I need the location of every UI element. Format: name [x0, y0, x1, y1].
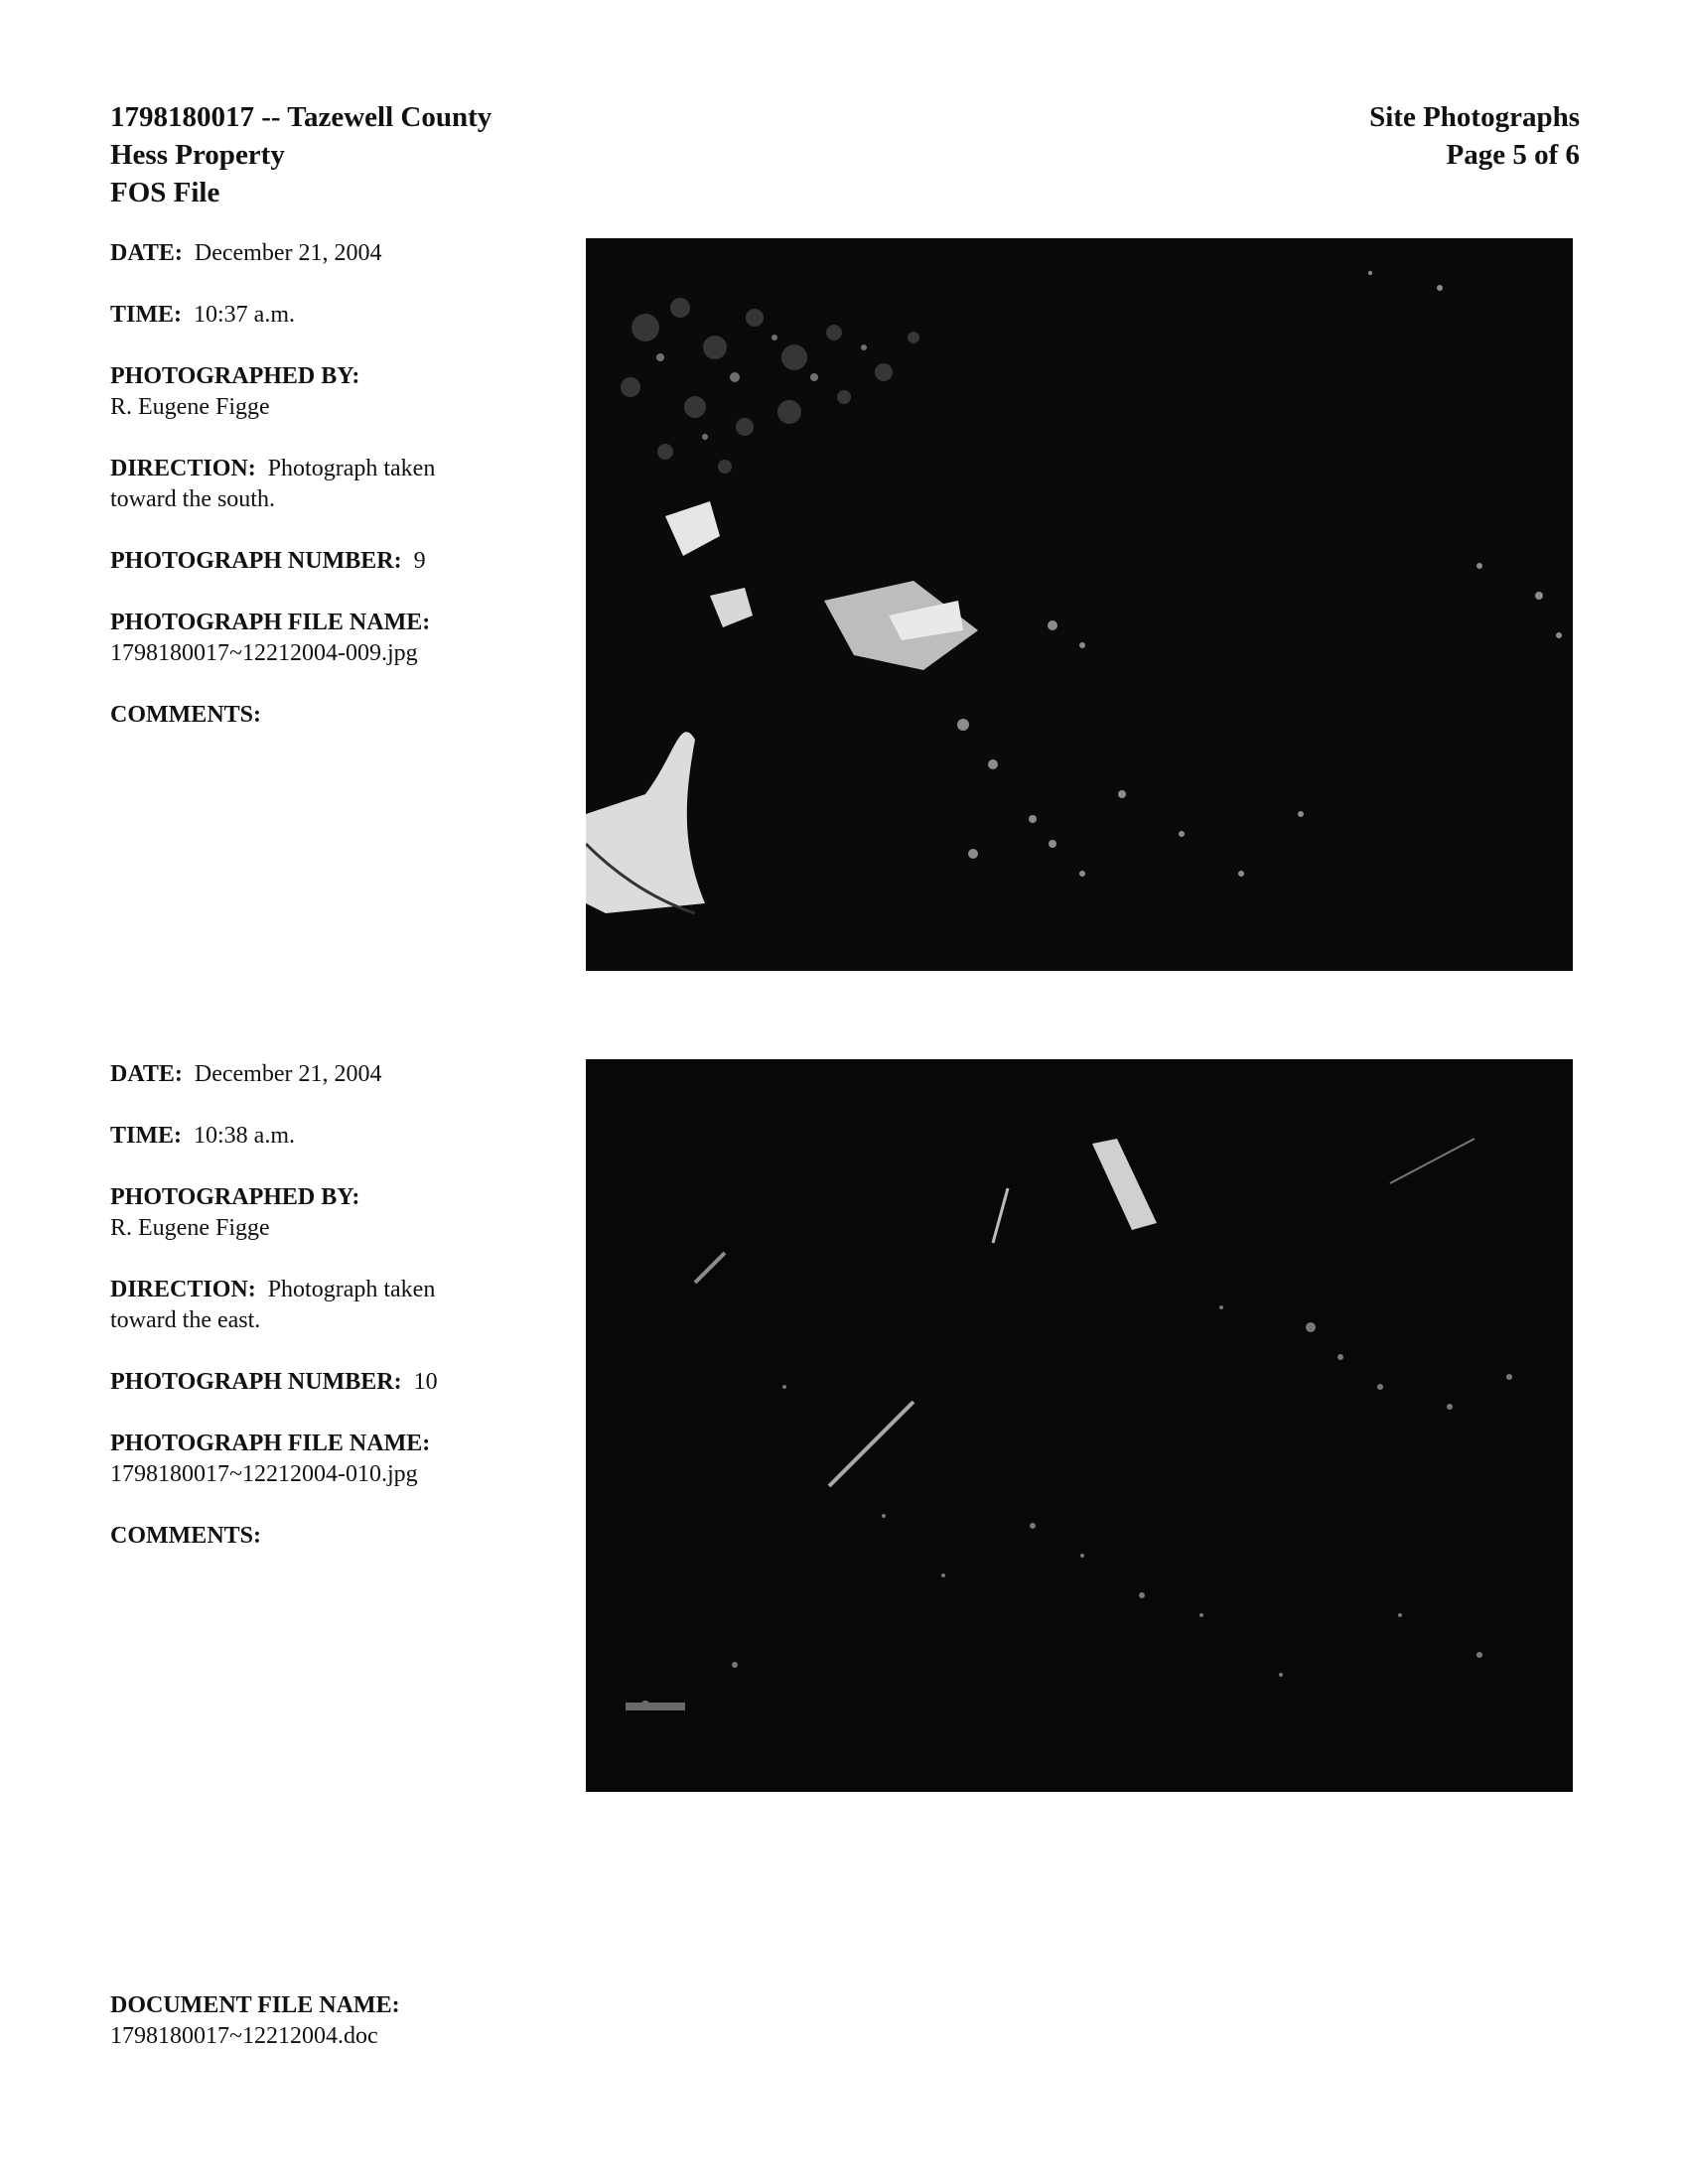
comments-label: COMMENTS: — [110, 702, 261, 728]
photo-number-field — [110, 1367, 527, 1398]
date-label: DATE: — [110, 1061, 183, 1087]
date-value: December 21, 2004 — [194, 1061, 382, 1087]
photo-number-label: PHOTOGRAPH NUMBER: — [110, 1369, 402, 1395]
photo-number-value: 10 — [413, 1369, 438, 1395]
photo-entry-2-details — [110, 1059, 527, 1582]
photographer-field — [110, 1182, 527, 1244]
date-value: December 21, 2004 — [194, 240, 382, 266]
section-title: Site Photographs — [1369, 101, 1580, 133]
direction-value-line1: Photograph taken — [267, 1277, 436, 1302]
document-file-footer — [110, 1990, 400, 2052]
site-photograph-9 — [586, 238, 1573, 971]
photo-file-value: 1798180017~12212004-009.jpg — [110, 640, 418, 666]
photo-file-label: PHOTOGRAPH FILE NAME: — [110, 1431, 431, 1456]
file-type: FOS File — [110, 177, 220, 208]
time-field — [110, 300, 527, 331]
direction-field — [110, 454, 527, 515]
document-header-right — [1369, 98, 1580, 174]
direction-label: DIRECTION: — [110, 456, 256, 481]
photographer-label: PHOTOGRAPHED BY: — [110, 1184, 360, 1210]
document-file-label: DOCUMENT FILE NAME: — [110, 1992, 400, 2018]
photographer-value: R. Eugene Figge — [110, 1215, 270, 1241]
time-label: TIME: — [110, 1123, 182, 1149]
photo-number-value: 9 — [413, 548, 426, 574]
photographer-value: R. Eugene Figge — [110, 394, 270, 420]
time-field — [110, 1121, 527, 1152]
document-file-value: 1798180017~12212004.doc — [110, 2023, 378, 2049]
time-value: 10:38 a.m. — [194, 1123, 295, 1149]
date-label: DATE: — [110, 240, 183, 266]
time-value: 10:37 a.m. — [194, 302, 295, 328]
photo-number-field — [110, 546, 527, 577]
page-number: Page 5 of 6 — [1446, 139, 1580, 171]
photo-file-label: PHOTOGRAPH FILE NAME: — [110, 610, 431, 635]
photo-file-value: 1798180017~12212004-010.jpg — [110, 1461, 418, 1487]
photo-number-label: PHOTOGRAPH NUMBER: — [110, 548, 402, 574]
direction-value-line2: toward the east. — [110, 1307, 261, 1333]
comments-field — [110, 700, 527, 731]
comments-field — [110, 1521, 527, 1552]
direction-label: DIRECTION: — [110, 1277, 256, 1302]
direction-value-line2: toward the south. — [110, 486, 275, 512]
site-photograph-10 — [586, 1059, 1573, 1792]
time-label: TIME: — [110, 302, 182, 328]
site-id-title: 1798180017 -- Tazewell County — [110, 101, 492, 133]
photographer-label: PHOTOGRAPHED BY: — [110, 363, 360, 389]
photographer-field — [110, 361, 527, 423]
photo-entry-1-details — [110, 238, 527, 761]
comments-label: COMMENTS: — [110, 1523, 261, 1549]
document-header-left — [110, 98, 491, 211]
photo-file-field — [110, 608, 527, 669]
direction-value-line1: Photograph taken — [267, 456, 436, 481]
date-field — [110, 238, 527, 269]
photo-file-field — [110, 1429, 527, 1490]
direction-field — [110, 1275, 527, 1336]
date-field — [110, 1059, 527, 1090]
property-name: Hess Property — [110, 139, 285, 171]
